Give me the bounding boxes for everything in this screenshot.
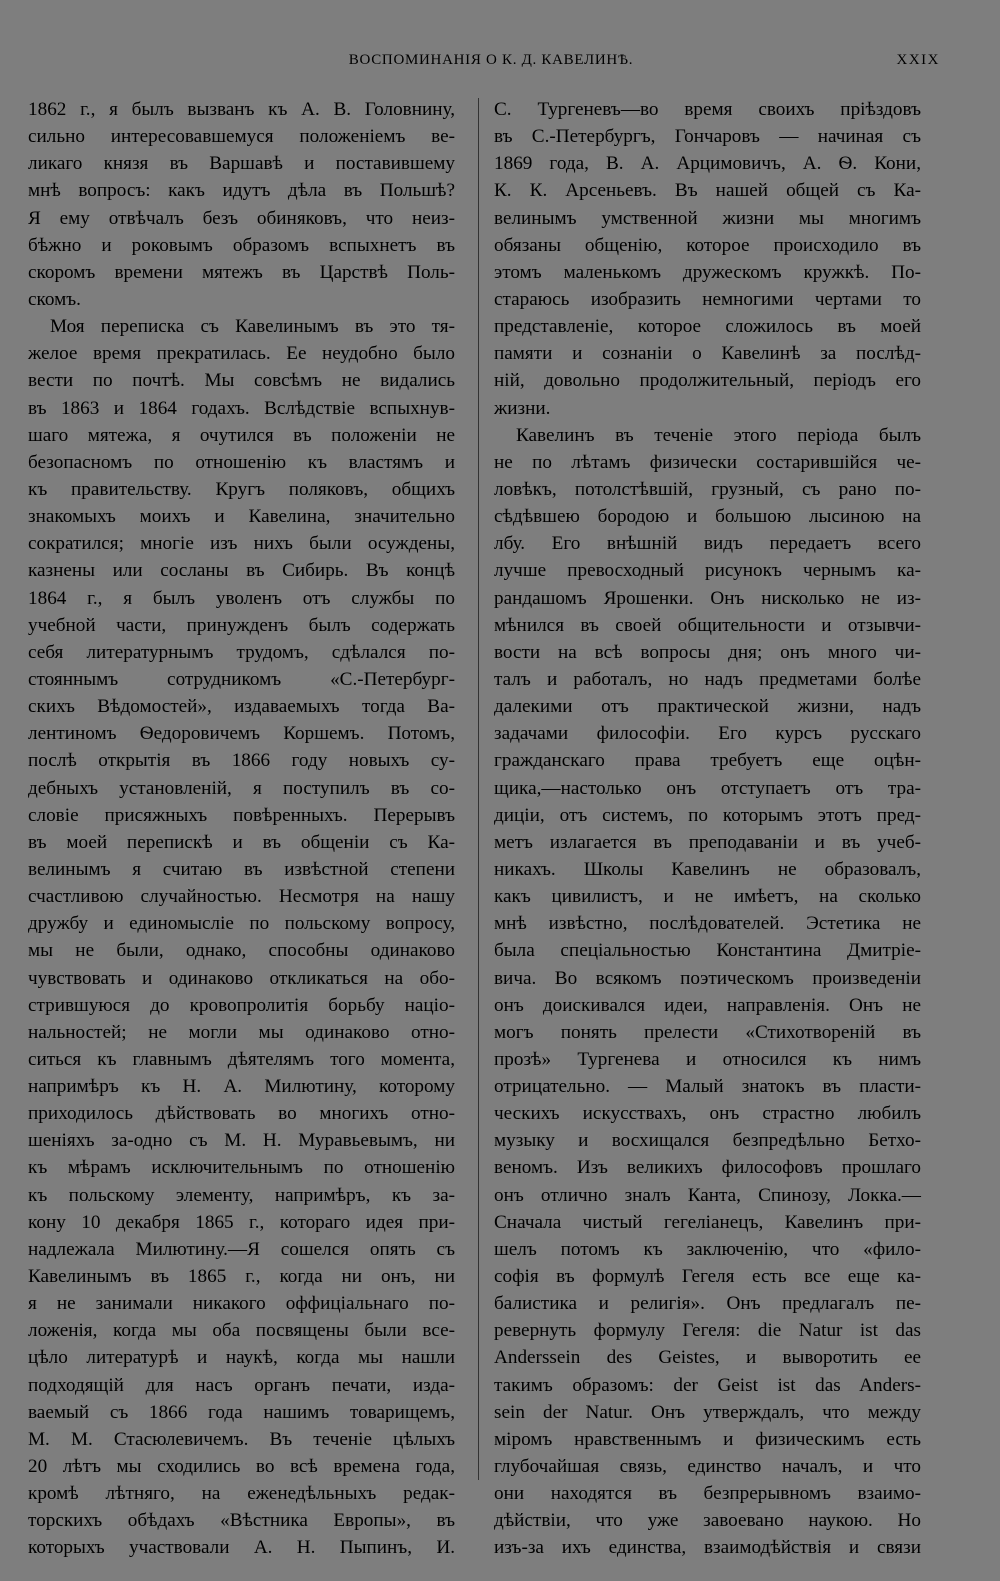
text-line: сократился; многіе изъ нихъ были осуждены,: [28, 533, 455, 555]
text-line: мѣнился въ своей общительности и отзывчи-: [494, 614, 921, 636]
text-line: отрицательно. — Малый знатокъ въ пласти-: [494, 1076, 921, 1098]
text-line: лбу. Его внѣшній видъ передаетъ всего: [494, 533, 921, 555]
text-line: вости на всѣ вопросы дня; онъ много чи-: [494, 641, 921, 663]
text-line: нальностей; не могли мы одинаково отно-: [28, 1021, 455, 1043]
text-line: могъ понять прелести «Стихотвореній въ: [494, 1021, 921, 1043]
column-divider: [478, 98, 479, 1480]
text-line: не по лѣтамъ физически состарившійся че-: [494, 451, 921, 473]
text-line: счастливою случайностью. Несмотря на нашу: [28, 886, 455, 908]
text-line: мнѣ вопросъ: какъ идутъ дѣла въ Польшѣ?: [28, 180, 455, 202]
text-line: этомъ маленькомъ дружескомъ кружкѣ. По-: [494, 261, 921, 283]
text-line: изъ-за ихъ единства, взаимодѣйствія и связи: [494, 1537, 921, 1559]
text-line: велинымъ я считаю въ извѣстной степени: [28, 858, 455, 880]
text-line: sein der Natur. Онъ утверждалъ, что между: [494, 1401, 921, 1423]
text-line: въ моей перепискѣ и въ общеніи съ Ка-: [28, 831, 455, 853]
text-line: онъ доискивался идеи, направленія. Онъ не: [494, 994, 921, 1016]
text-line: скоромъ времени мятежъ въ Царствѣ Поль-: [28, 261, 455, 283]
text-line: С. Тургеневъ—во время своихъ пріѣздовъ: [494, 99, 921, 120]
text-line: чувствовать и одинаково откликаться на обо-: [28, 967, 455, 989]
text-line: щика,—настолько онъ отступаетъ отъ тра-: [494, 777, 921, 799]
text-line: дебныхъ установленій, я поступилъ въ со-: [28, 777, 455, 799]
text-line: онъ отлично зналъ Канта, Спинозу, Локка.—: [494, 1184, 921, 1206]
text-line: ловѣкъ, потолстѣвшій, грузный, съ рано по-: [494, 478, 921, 500]
text-line: напримѣръ къ Н. А. Милютину, которому: [28, 1076, 455, 1098]
text-line: подходящій для насъ органъ печати, изда-: [28, 1374, 455, 1396]
text-line: въ С.-Петербургъ, Гончаровъ — начиная съ: [494, 126, 921, 148]
running-header: [42, 48, 940, 78]
text-line: скихъ Вѣдомостей», издаваемыхъ тогда Ва-: [28, 696, 455, 718]
text-line: казнены или сосланы въ Сибирь. Въ концѣ: [28, 560, 455, 582]
text-line: знакомыхъ моихъ и Кавелина, значительно: [28, 506, 455, 528]
text-line: вича. Во всякомъ поэтическомъ произведеніи: [494, 967, 921, 989]
text-line: талъ и работалъ, но надъ предметами болѣе: [494, 668, 921, 690]
text-line: мнѣ извѣстно, послѣдователей. Эстетика не: [494, 913, 921, 935]
text-line: глубочайшая связь, единство началъ, и что: [494, 1456, 921, 1478]
text-line: шелъ потомъ къ заключенію, что «фило-: [494, 1238, 921, 1260]
text-line: какъ цивилистъ, и не имѣетъ, на сколько: [494, 886, 921, 908]
text-line: надлежала Милютину.—Я сошелся опять съ: [28, 1238, 455, 1260]
text-line: велинымъ умственной жизни мы многимъ: [494, 207, 921, 229]
text-line: которыхъ участвовали А. Н. Пыпинъ, И.: [28, 1537, 455, 1559]
text-line: была спеціальностью Константина Дмитріе-: [494, 940, 921, 962]
text-line: 1862 г., я былъ вызванъ къ А. В. Головнину,: [28, 99, 455, 120]
text-line: сѣдѣвшею бородою и большою лысиною на: [494, 506, 921, 528]
text-line: ложенія, когда мы оба посвящены были все-: [28, 1320, 455, 1342]
text-line: рандашомъ Ярошенки. Онъ нисколько не из-: [494, 587, 921, 609]
text-line: къ правительству. Кругъ поляковъ, общихъ: [28, 478, 455, 500]
text-line: ситься къ главнымъ дѣятелямъ того момента,: [28, 1048, 455, 1070]
text-line: шаго мятежа, я очутился въ положеніи не: [28, 424, 455, 446]
text-line: кромѣ лѣтняго, на еженедѣльныхъ редак-: [28, 1483, 455, 1505]
text-line: гражданскаго права требуетъ еще оцѣн-: [494, 750, 921, 772]
text-line: Anderssein des Geistes, и выворотить ее: [494, 1347, 921, 1369]
text-line: стараюсь изобразить немногими чертами то: [494, 288, 921, 310]
text-line: стрившуюся до кровопролитія борьбу націо-: [28, 994, 455, 1016]
text-line: софія въ формулѣ Гегеля есть все еще ка-: [494, 1266, 921, 1288]
text-line: безопасномъ по отношенію къ властямъ и: [28, 451, 455, 473]
text-line: приходилось дѣйствовать во многихъ отно-: [28, 1103, 455, 1125]
text-line: себя литературнымъ трудомъ, сдѣлался по-: [28, 641, 455, 663]
page-number: XXIX: [896, 52, 940, 68]
text-line: къ мѣрамъ исключительнымъ по отношенію: [28, 1157, 455, 1179]
text-line: представленіе, которое сложилось въ моей: [494, 316, 921, 338]
text-line: Кавелинымъ въ 1865 г., когда ни онъ, ни: [28, 1266, 455, 1288]
text-line: они находятся въ безпрерывномъ взаимо-: [494, 1483, 921, 1505]
text-line: дѣйствіи, что уже завоевано наукою. Но: [494, 1510, 921, 1532]
text-line: послѣ открытія въ 1866 году новыхъ су-: [28, 750, 455, 772]
text-line: вести по почтѣ. Мы совсѣмъ не видались: [28, 370, 455, 392]
text-line: сильно интересовавшемуся положеніемъ ве-: [28, 126, 455, 148]
text-line: къ польскому элементу, напримѣръ, къ за-: [28, 1184, 455, 1206]
running-title: ВОСПОМИНАНІЯ О К. Д. КАВЕЛИНѢ.: [348, 52, 634, 68]
text-line: бѣжно и роковымъ образомъ вспыхнетъ въ: [28, 234, 455, 256]
right-text-column: [494, 96, 921, 1562]
text-line: ческихъ искусствахъ, онъ страстно любилъ: [494, 1103, 921, 1125]
text-line: учебной части, принужденъ былъ содержать: [28, 614, 455, 636]
text-line: веномъ. Изъ великихъ философовъ прошлаго: [494, 1157, 921, 1179]
text-line: прозѣ» Тургенева и относился къ нимъ: [494, 1048, 921, 1070]
text-line: я не занимали никакого оффиціальнаго по-: [28, 1293, 455, 1315]
text-line: торскихъ обѣдахъ «Вѣстника Европы», въ: [28, 1510, 455, 1532]
text-line: музыку и восхищался безпредѣльно Бетхо-: [494, 1130, 921, 1152]
text-line: желое время прекратилась. Ее неудобно было: [28, 343, 455, 365]
text-line: метъ излагается въ преподаваніи и въ учеб-: [494, 831, 921, 853]
text-line: скомъ.: [28, 288, 81, 310]
text-line: ваемый съ 1866 года нашимъ товарищемъ,: [28, 1401, 455, 1423]
text-line: ликаго князя въ Варшавѣ и поставившему: [28, 153, 455, 175]
text-line: мы не были, однако, способны одинаково: [28, 940, 455, 962]
text-line: цѣло литературѣ и наукѣ, когда мы нашли: [28, 1347, 455, 1369]
text-line: дружбу и единомысліе по польскому вопросу,: [28, 913, 455, 935]
text-line: ній, довольно продолжительный, періодъ его: [494, 370, 921, 392]
text-line: балистика и религія». Онъ предлагалъ пе-: [494, 1293, 921, 1315]
text-line: шеніяхъ за-одно съ М. Н. Муравьевымъ, ни: [28, 1130, 455, 1152]
text-line: словіе присяжныхъ повѣренныхъ. Перерывъ: [28, 804, 455, 826]
left-text-column: [28, 96, 455, 1562]
text-line: обязаны общенію, которое происходило въ: [494, 234, 921, 256]
text-line: М. М. Стасюлевичемъ. Въ теченіе цѣлыхъ: [28, 1428, 455, 1450]
text-line: міромъ нравственнымъ и физическимъ есть: [494, 1428, 921, 1450]
text-line: 1869 года, В. А. Арцимовичъ, А. Ѳ. Кони,: [494, 153, 921, 175]
text-line: диціи, отъ системъ, по которымъ этотъ пред-: [494, 804, 921, 826]
text-line: 20 лѣтъ мы сходились во всѣ времена года,: [28, 1456, 455, 1478]
text-line: лучше превосходный рисунокъ чернымъ ка-: [494, 560, 921, 582]
text-line: въ 1863 и 1864 годахъ. Вслѣдствіе вспыхнув-: [28, 397, 455, 419]
text-line: лентиномъ Ѳедоровичемъ Коршемъ. Потомъ,: [28, 723, 455, 745]
text-line: кону 10 декабря 1865 г., котораго идея при-: [28, 1211, 455, 1233]
text-line: Кавелинъ въ теченіе этого періода былъ: [516, 424, 921, 446]
text-line: Моя переписка съ Кавелинымъ въ это тя-: [50, 316, 455, 338]
text-line: Сначала чистый гегеліанецъ, Кавелинъ при-: [494, 1211, 921, 1233]
text-line: Я ему отвѣчалъ безъ обиняковъ, что неиз-: [28, 207, 455, 229]
text-line: памяти и сознаніи о Кавелинѣ за послѣд-: [494, 343, 921, 365]
text-line: К. К. Арсеньевъ. Въ нашей общей съ Ка-: [494, 180, 921, 202]
text-line: такимъ образомъ: der Geist ist das Anders-: [494, 1374, 921, 1396]
text-line: 1864 г., я былъ уволенъ отъ службы по: [28, 587, 455, 609]
text-line: далекими отъ практической жизни, надъ: [494, 696, 921, 718]
text-line: задачами философіи. Его курсъ русскаго: [494, 723, 921, 745]
text-line: стояннымъ сотрудникомъ «С.-Петербург-: [28, 668, 455, 690]
text-line: ревернуть формулу Гегеля: die Natur ist das: [494, 1320, 921, 1342]
text-line: никахъ. Школы Кавелинъ не образовалъ,: [494, 858, 921, 880]
text-line: жизни.: [494, 397, 551, 419]
